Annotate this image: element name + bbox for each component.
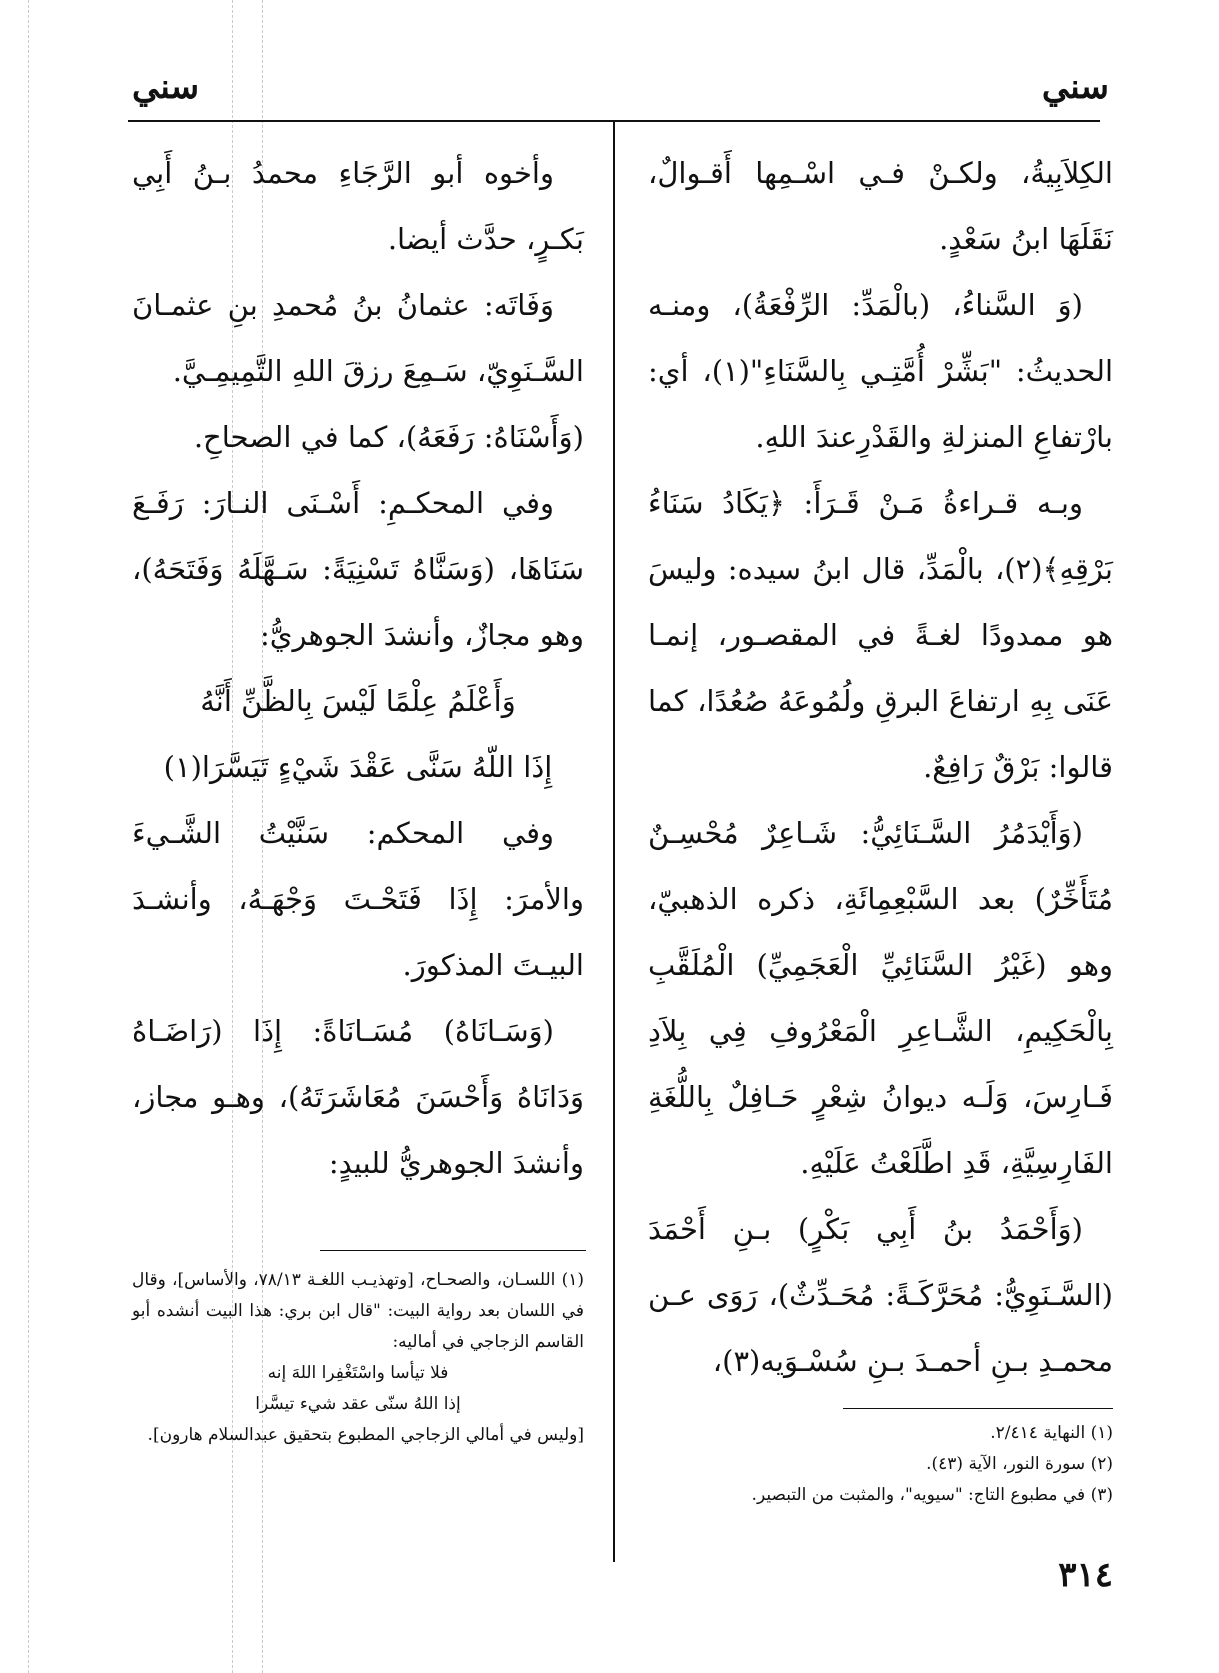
paragraph: (وَأَحْمَدُ بنُ أَبِي بَكْرٍ) بـنِ أَحْمَدَ (السَّـنَوِيُّ: مُحَرَّكَـةً: مُحَـدِّثٌ)، رَوَى عـن محمـدِ بـنِ أحمـدَ بـنِ سُسْـوَيه(٣)، <box>648 1212 1113 1378</box>
column-divider <box>613 122 615 1562</box>
footnotes-left <box>132 1265 584 1451</box>
footnote: (٣) في مطبوع التاج: "سيويه"، والمثبت من التبصير. <box>751 1485 1113 1505</box>
page-number: ٣١٤ <box>1058 1555 1113 1595</box>
footnote: (١) النهاية ٢/٤١٤. <box>990 1423 1113 1443</box>
footnotes-right <box>648 1418 1113 1511</box>
verse-line: إِذَا اللّهُ سَنَّى عَقْدَ شَيْءٍ تَيَسَّرَا(١) <box>163 750 553 784</box>
paragraph: وَفَاتَه: عثمانُ بنُ مُحمدِ بنِ عثمـانَ السَّـنَوِيّ، سَـمِعَ رزقَ اللهِ التَّمِيمِـيَّ. <box>132 288 584 388</box>
footnote-verse-line: فلا تيأسا واسْتَغْفِرا اللهَ إنه <box>267 1363 449 1383</box>
paragraph: (وَأَسْنَاهُ: رَفَعَهُ)، كما في الصحاحِ. <box>193 420 584 454</box>
footnote: (٢) سورة النور، الآية (٤٣). <box>926 1454 1113 1474</box>
paragraph: وفي المحكم: سَنَّيْتُ الشَّـيءَ والأمرَ: إِذَا فَتَحْـتَ وَجْهَـهُ، وأنشـدَ البيـتَ المذكورَ. <box>132 816 584 982</box>
footnote-rule-right <box>843 1408 1113 1409</box>
footnote-verse-line: إذا اللهُ سنّى عقد شيء تيسَّرا <box>255 1394 461 1414</box>
paragraph: (وَأَيْدَمُرُ السَّـنَائِيُّ: شَـاعِرٌ مُحْسِـنٌ مُتَأَخِّرٌ) بعد السَّبْعِمِائَةِ، ذكره الذهبيّ، وهو (غَيْرُ السَّنَائِيِّ الْعَجَمِيِّ) الْمُلَقَّبِ بِالْحَكِيمِ، الشَّـاعِرِ الْمَعْرُوفِ فِي بِلاَدِ فَـارِسَ، وَلَـه ديوانُ شِعْرٍ حَـافِلٌ بِاللُّغَةِ الفَارِسِيَّةِ، قَدِ اطَّلَعْتُ عَلَيْهِ. <box>648 816 1113 1180</box>
right-column <box>648 140 1113 1394</box>
header-keyword-right: سني <box>1041 67 1109 107</box>
paragraph: (وَسَـانَاهُ) مُسَـانَاةً: إِذَا (رَاضَـاهُ وَدَانَاهُ وَأَحْسَنَ مُعَاشَرَتَهُ)، وهـو مجاز، وأنشدَ الجوهريُّ للبيدٍ: <box>132 1014 584 1180</box>
footnote: [وليس في أمالي الزجاجي المطبوع بتحقيق عبدالسلام هارون]. <box>147 1425 584 1445</box>
footnote: (١) اللسـان، والصحـاح، [وتهذيـب اللغـة ٧٨/١٣، والأساس]، وقال في اللسان بعد رواية البيت: "قال ابن بري: هذا البيت أنشده أبو القاسم الزجاجي في أماليه: <box>132 1270 584 1352</box>
paragraph: وفي المحكـمِ: أَسْـنَى النـارَ: رَفَـعَ سَنَاهَا، (وَسَنَّاهُ تَسْنِيَةً: سَـهَّلَهُ وَفَتَحَهُ)، وهو مجازٌ، وأنشدَ الجوهريُّ: <box>132 486 584 652</box>
paragraph: وبـه قـراءةُ مَـنْ قَـرَأَ: ﴿يَكَادُ سَنَاءُ بَرْقِهِ﴾(٢)، بالْمَدِّ، قال ابنُ سيده: وليسَ هو ممدودًا لغـةً في المقصـور، إنمـا عَنَى بِهِ ارتفاعَ البرقِ ولُمُوعَهُ صُعُدًا، كما قالوا: بَرْقٌ رَافِعٌ. <box>648 486 1113 784</box>
paragraph: وأخوه أبو الرَّجَاءِ محمدُ بـنُ أَبِي بَكـرٍ، حدَّث أيضا. <box>132 156 584 256</box>
scan-fold-line <box>28 0 29 1673</box>
left-column <box>132 140 584 1196</box>
header-keyword-left: سني <box>132 67 200 107</box>
paragraph: (وَ السَّناءُ، (بالْمَدِّ: الرِّفْعَةُ)، ومنـه الحديثُ: "بَشِّرْ أُمَّتِـي بِالسَّنَاءِ"(١)، أي: بارْتفاعِ المنزلةِ والقَدْرِعندَ اللهِ. <box>648 288 1114 454</box>
verse-line: وَأَعْلَمُ عِلْمًا لَيْسَ بِالظَّنِّ أَنَّهُ <box>200 684 516 718</box>
paragraph: الكِلاَبِيةُ، ولكـنْ فـي اسْـمِها أَقـوالٌ، نَقَلَهَا ابنُ سَعْدٍ. <box>648 156 1113 256</box>
footnote-rule-left <box>320 1250 586 1251</box>
